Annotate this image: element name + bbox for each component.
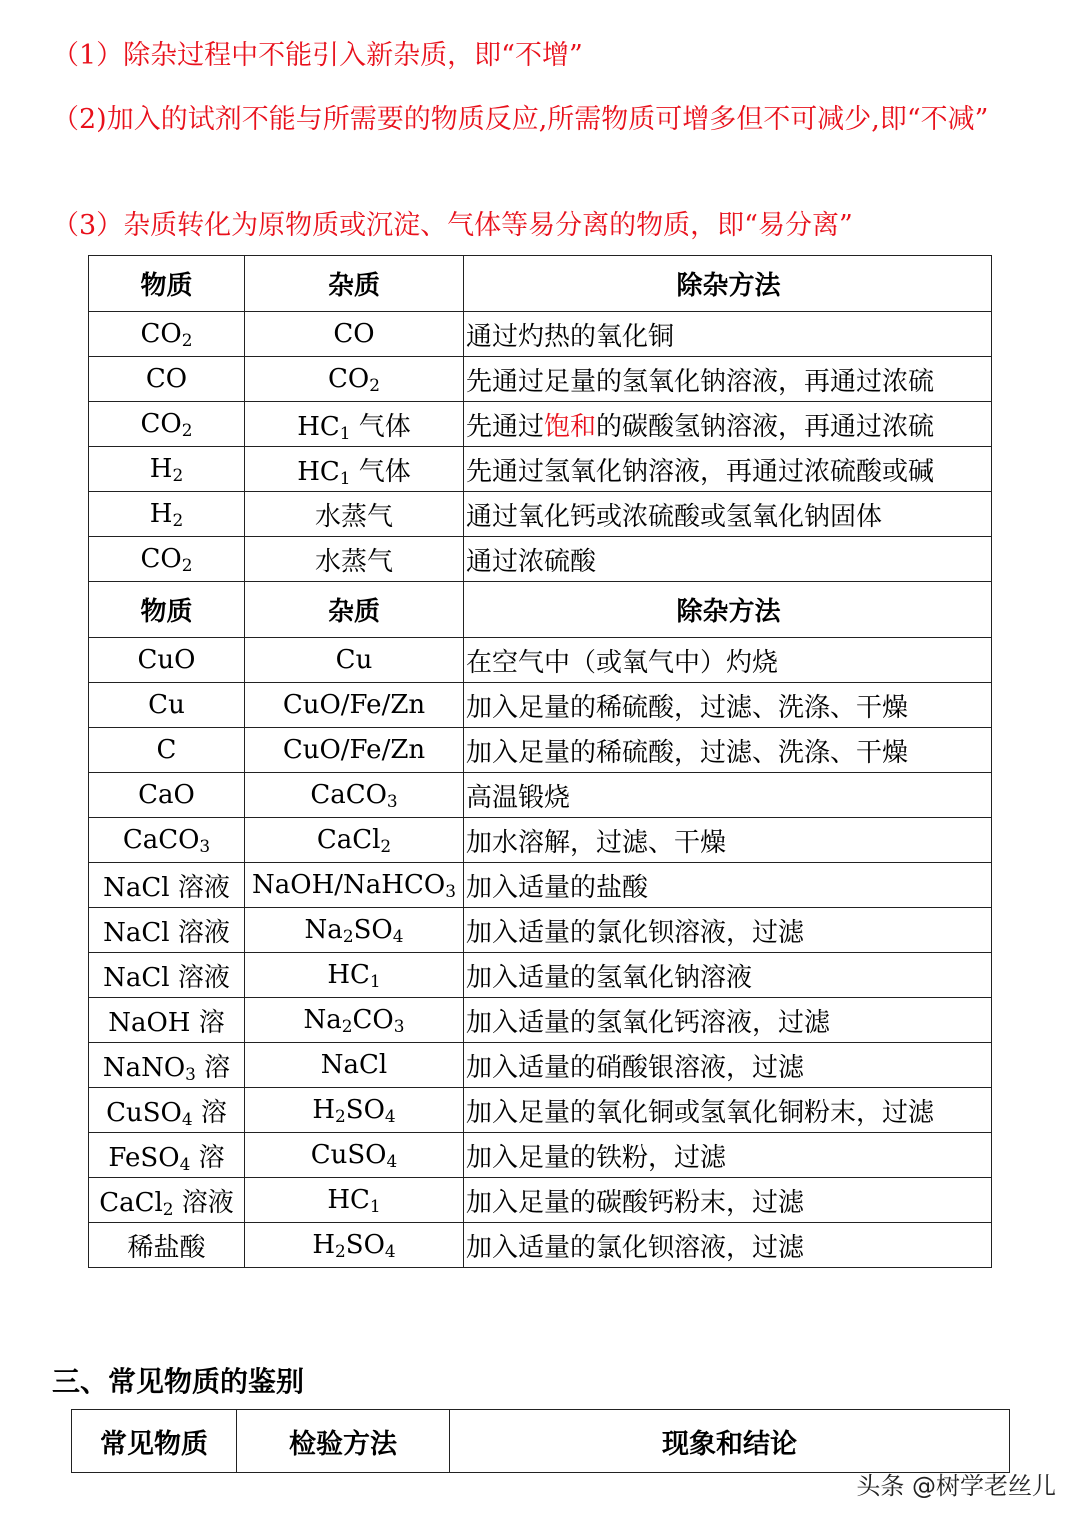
header-cell: 除杂方法: [464, 582, 992, 638]
method-cell: 加入适量的氯化钡溶液，过滤: [464, 1223, 992, 1268]
table-row: [89, 1133, 992, 1178]
table-row: [89, 402, 992, 447]
impurity-cell: 水蒸气: [245, 537, 464, 582]
header-cell: 杂质: [245, 582, 464, 638]
table-row: [89, 1178, 992, 1223]
method-cell: 加入适量的氢氧化钠溶液: [464, 953, 992, 998]
rule-3: （3）杂质转化为原物质或沉淀、气体等易分离的物质，即“易分离”: [52, 210, 853, 241]
table-row: [89, 357, 992, 402]
header-cell: 物质: [89, 256, 245, 312]
substance-cell: NaNO$_3$ 溶: [89, 1043, 245, 1088]
impurity-cell: $CO_2$: [245, 357, 464, 402]
method-cell: 通过灼热的氧化铜: [464, 312, 992, 357]
method-cell: 通过氧化钙或浓硫酸或氢氧化钠固体: [464, 492, 992, 537]
table-row: [89, 953, 992, 998]
table-row: [89, 998, 992, 1043]
table-row: [89, 863, 992, 908]
method-cell: 加入足量的稀硫酸，过滤、洗涤、干燥: [464, 728, 992, 773]
substance-cell: Cu: [89, 683, 245, 728]
table-row: [89, 1043, 992, 1088]
substance-cell: C: [89, 728, 245, 773]
substance-cell: NaCl 溶液: [89, 863, 245, 908]
table-row: [89, 447, 992, 492]
impurity-cell: CuO/Fe/Zn: [245, 728, 464, 773]
substance-cell: 稀盐酸: [89, 1223, 245, 1268]
impurity-cell: $H_2SO_4$: [245, 1088, 464, 1133]
method-cell: 加入适量的氯化钡溶液，过滤: [464, 908, 992, 953]
rule-2: （2)加入的试剂不能与所需要的物质反应,所需物质可增多但不可减少,即“不减”: [52, 104, 989, 135]
table-header-row: [89, 256, 992, 312]
impurity-cell: $HC_1$ 气体: [245, 402, 464, 447]
method-cell: 加入足量的氧化铜或氢氧化铜粉末，过滤: [464, 1088, 992, 1133]
impurity-cell: $HC_1$ 气体: [245, 447, 464, 492]
table-row: [89, 1223, 992, 1268]
rule-1: （1）除杂过程中不能引入新杂质，即“不增”: [52, 40, 583, 71]
method-cell: 高温锻烧: [464, 773, 992, 818]
table-header-row: [89, 582, 992, 638]
substance-cell: CO: [89, 357, 245, 402]
table-row: [89, 312, 992, 357]
method-cell: 加入适量的氢氧化钙溶液，过滤: [464, 998, 992, 1043]
impurity-cell: Cu: [245, 638, 464, 683]
impurity-cell: $H_2SO_4$: [245, 1223, 464, 1268]
table-row: [89, 908, 992, 953]
header-cell: 检验方法: [237, 1410, 450, 1473]
table-row: [89, 818, 992, 863]
method-cell: 加水溶解，过滤、干燥: [464, 818, 992, 863]
method-cell: 先通过饱和的碳酸氢钠溶液，再通过浓硫: [464, 402, 992, 447]
substance-cell: $CO_2$: [89, 402, 245, 447]
substance-cell: $CO_2$: [89, 312, 245, 357]
watermark: 头条 @树学老丝儿: [856, 1472, 1056, 1500]
method-cell: 加入足量的稀硫酸，过滤、洗涤、干燥: [464, 683, 992, 728]
method-cell: 加入适量的盐酸: [464, 863, 992, 908]
method-cell: 先通过足量的氢氧化钠溶液，再通过浓硫: [464, 357, 992, 402]
header-cell: 杂质: [245, 256, 464, 312]
substance-cell: $H_2$: [89, 492, 245, 537]
impurity-cell: $HC_1$: [245, 953, 464, 998]
table-row: [89, 1088, 992, 1133]
highlight-text: 饱和: [544, 411, 597, 442]
header-cell: 物质: [89, 582, 245, 638]
identification-table: [71, 1409, 1010, 1473]
method-cell: 加入足量的铁粉，过滤: [464, 1133, 992, 1178]
method-cell: 在空气中（或氧气中）灼烧: [464, 638, 992, 683]
table-row: [89, 492, 992, 537]
impurity-cell: CO: [245, 312, 464, 357]
section-title: 三、常见物质的鉴别: [52, 1365, 305, 1398]
substance-cell: NaCl 溶液: [89, 953, 245, 998]
impurity-cell: $Na_2SO_4$: [245, 908, 464, 953]
impurity-cell: $HC_1$: [245, 1178, 464, 1223]
table-header-row: [72, 1410, 1010, 1473]
substance-cell: CaCl$_2$ 溶液: [89, 1178, 245, 1223]
substance-cell: $CO_2$: [89, 537, 245, 582]
substance-cell: CuO: [89, 638, 245, 683]
impurity-cell: NaCl: [245, 1043, 464, 1088]
method-cell: 加入适量的硝酸银溶液，过滤: [464, 1043, 992, 1088]
substance-cell: $H_2$: [89, 447, 245, 492]
impurity-cell: CuSO$_4$: [245, 1133, 464, 1178]
substance-cell: CaO: [89, 773, 245, 818]
impurity-cell: NaOH/NaHCO$_3$: [245, 863, 464, 908]
table-row: [89, 683, 992, 728]
header-cell: 除杂方法: [464, 256, 992, 312]
substance-cell: CuSO$_4$ 溶: [89, 1088, 245, 1133]
method-cell: 通过浓硫酸: [464, 537, 992, 582]
table-row: [89, 638, 992, 683]
method-cell: 先通过氢氧化钠溶液，再通过浓硫酸或碱: [464, 447, 992, 492]
substance-cell: FeSO$_4$ 溶: [89, 1133, 245, 1178]
table-row: [89, 728, 992, 773]
substance-cell: NaCl 溶液: [89, 908, 245, 953]
substance-cell: NaOH 溶: [89, 998, 245, 1043]
impurity-removal-table: [88, 255, 992, 1268]
impurity-cell: 水蒸气: [245, 492, 464, 537]
impurity-cell: $Na_2CO_3$: [245, 998, 464, 1043]
impurity-cell: CaCl$_2$: [245, 818, 464, 863]
header-cell: 常见物质: [72, 1410, 237, 1473]
impurity-cell: CaCO$_3$: [245, 773, 464, 818]
impurity-cell: CuO/Fe/Zn: [245, 683, 464, 728]
table-row: [89, 773, 992, 818]
method-cell: 加入足量的碳酸钙粉末，过滤: [464, 1178, 992, 1223]
substance-cell: CaCO$_3$: [89, 818, 245, 863]
table-row: [89, 537, 992, 582]
header-cell: 现象和结论: [450, 1410, 1010, 1473]
